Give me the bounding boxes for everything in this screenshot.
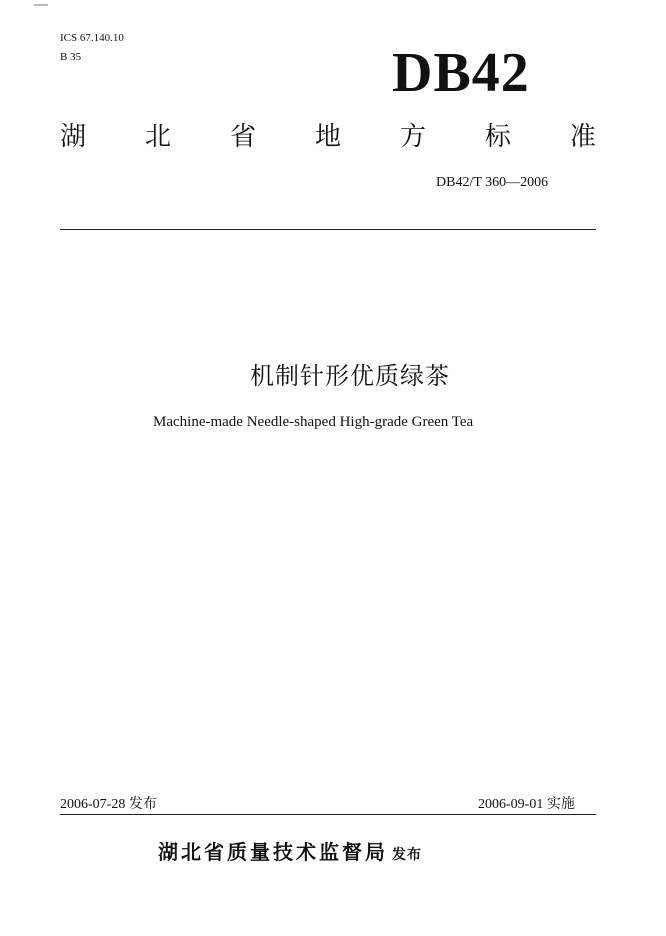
standard-type-char: 准 [569, 122, 596, 152]
db42-logo: DB42 [392, 42, 530, 104]
standard-type-heading [60, 120, 596, 154]
standard-type-char: 方 [399, 122, 426, 152]
standard-number: DB42/T 360—2006 [436, 175, 549, 190]
issuing-authority [158, 838, 422, 869]
document-title-english: Machine-made Needle-shaped High-grade Green Tea [153, 414, 474, 430]
issue-date: 2006-07-28 发布 [60, 797, 157, 812]
standard-type-char: 湖 [60, 122, 87, 152]
standard-type-char: 北 [144, 122, 171, 152]
top-margin-mark [34, 4, 48, 6]
standard-type-char: 省 [229, 122, 256, 152]
ics-code: ICS 67.140.10 [60, 32, 124, 44]
standard-type-char: 标 [484, 122, 511, 152]
footer-divider [60, 814, 596, 815]
classification-code: B 35 [60, 51, 82, 63]
standard-type-char: 地 [314, 122, 341, 152]
implementation-date: 2006-09-01 实施 [478, 797, 575, 812]
document-title-chinese: 机制针形优质绿茶 [250, 362, 450, 390]
header-divider [60, 229, 596, 230]
issuer-suffix: 发布 [392, 847, 422, 863]
issuer-name: 湖北省质量技术监督局 [158, 840, 388, 864]
